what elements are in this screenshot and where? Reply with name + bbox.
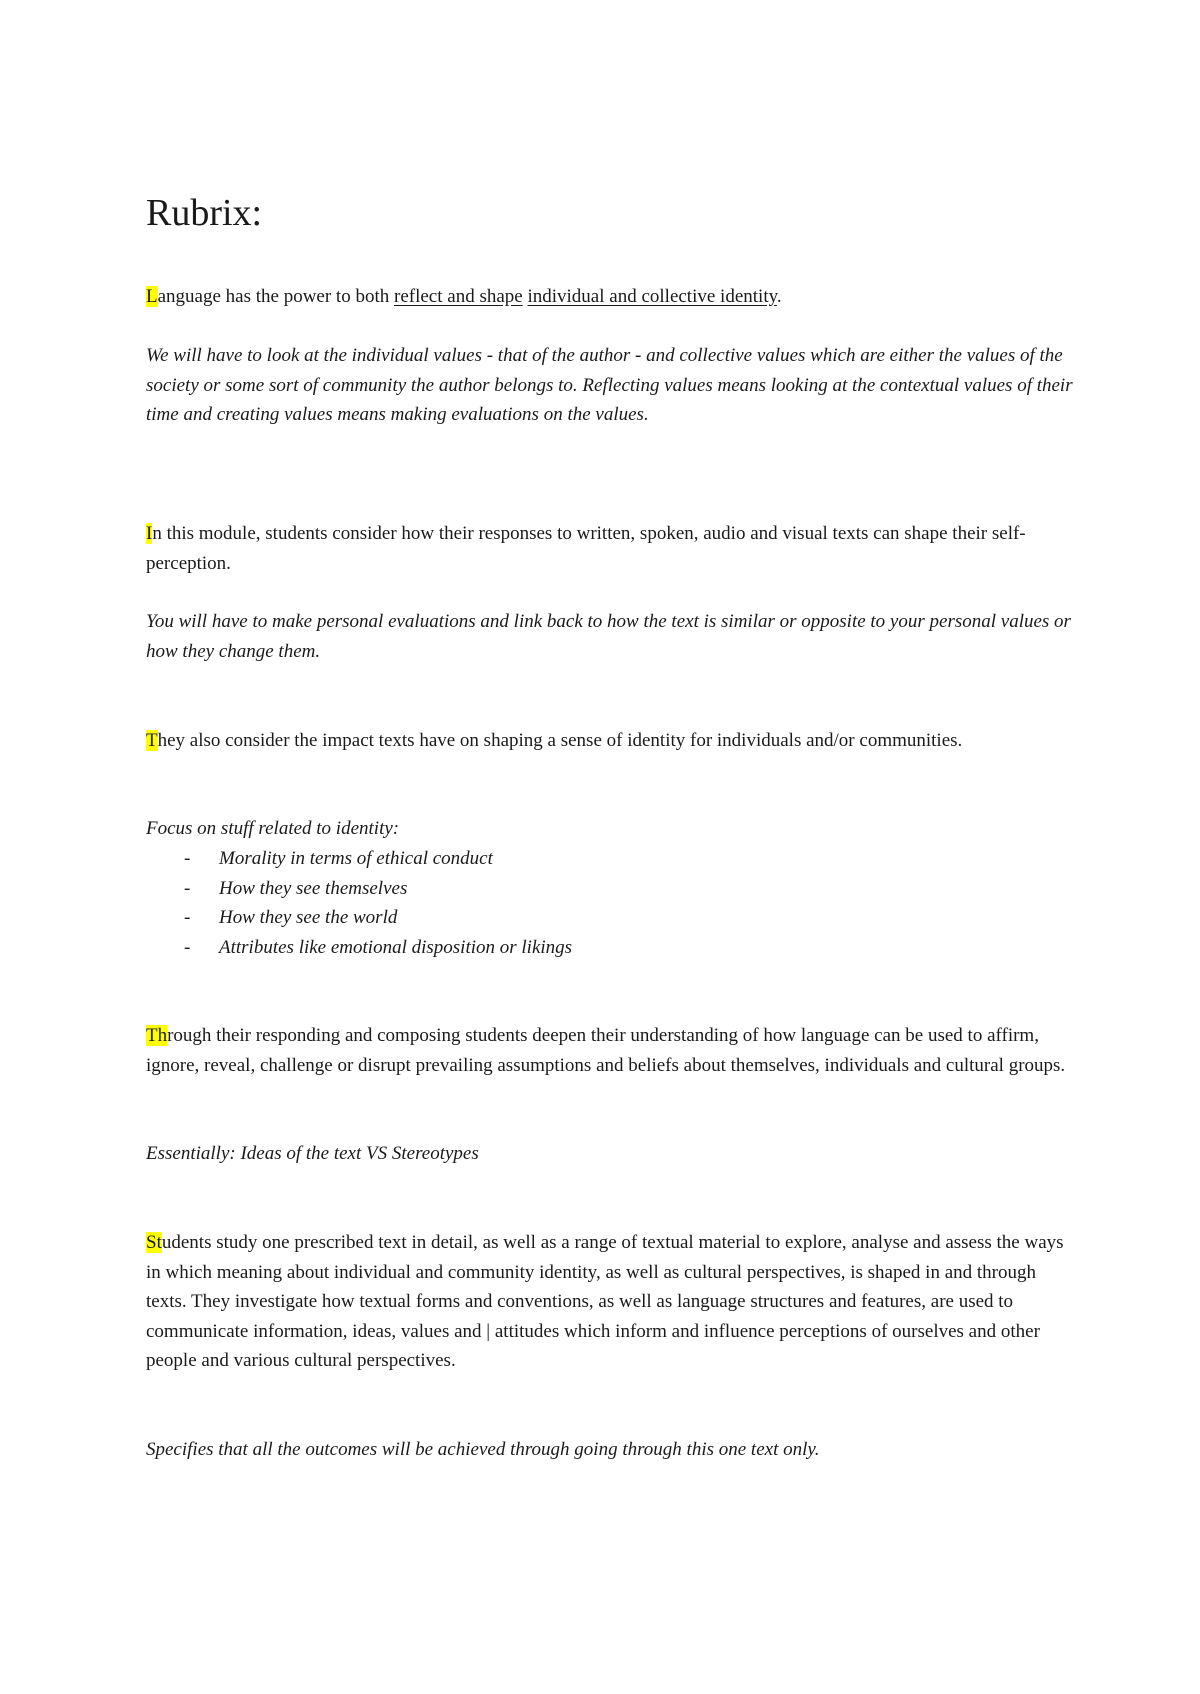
list-item-text: Attributes like emotional disposition or likings — [219, 936, 573, 958]
note-identity-lead: Focus on stuff related to identity: — [146, 818, 400, 839]
underlined-phrase-reflect-shape: reflect and shape — [394, 286, 523, 307]
paragraph-module — [146, 519, 1076, 578]
note-evaluations: You will have to make personal evaluations and link back to how the text is similar or opposite to your personal values or how they change them. — [146, 611, 1071, 662]
bullet-dash: - — [184, 848, 191, 869]
highlighted-initial: I — [146, 523, 153, 544]
note-outcomes: Specifies that all the outcomes will be achieved through going through this one text only. — [146, 1439, 820, 1460]
identity-bullet-list — [184, 844, 1064, 962]
highlighted-initial: Th — [146, 1025, 168, 1046]
underlined-phrase-identity: individual and collective identity — [527, 286, 777, 307]
paragraph-impact — [146, 726, 1076, 756]
highlighted-initial: T — [146, 730, 158, 751]
list-item-text: Morality in terms of ethical conduct — [219, 848, 493, 869]
paragraph-text: anguage has the power to both — [157, 286, 394, 307]
list-item — [184, 844, 1064, 874]
list-item-text: How they see the world — [219, 907, 398, 928]
paragraph-language — [146, 282, 1076, 312]
bullet-dash: - — [184, 936, 191, 958]
highlighted-initial: St — [146, 1232, 162, 1253]
paragraph-students-study — [146, 1228, 1076, 1376]
paragraph-text: . — [776, 286, 782, 307]
list-item-text: How they see themselves — [219, 877, 408, 899]
note-essentially: Essentially: Ideas of the text VS Stereotypes — [146, 1143, 479, 1164]
paragraph-text: n this module, students consider how their responses to written, spoken, audio and visual texts can shape their self-perception. — [146, 523, 1026, 574]
note-values: We will have to look at the individual values - that of the author - and collective values which are either the values of the society or some sort of community the author belongs to. Reflecting values means looking at the contextual values of their time and creating values means making evaluations on the values. — [146, 345, 1073, 425]
bullet-dash: - — [184, 907, 191, 928]
list-item — [184, 933, 1064, 963]
list-item — [184, 903, 1064, 933]
list-item — [184, 874, 1064, 904]
highlighted-initial: L — [146, 286, 158, 307]
paragraph-text: rough their responding and composing students deepen their understanding of how language can be used to affirm, ignore, reveal, challenge or disrupt prevailing assumptions and beliefs about themselves, individuals and cultural groups. — [146, 1025, 1066, 1076]
paragraph-text: udents study one prescribed text in detail, as well as a range of textual material to explore, analyse and assess the ways in which meaning about individual and community identity, as well as cultural perspectives, is shaped in and through texts. They investigate how textual forms and conventions, as well as language structures and features, are used to communicate information, ideas, values and | attitudes which inform and influence perceptions of ourselves and other people and various cultural perspectives. — [146, 1232, 1064, 1371]
document-title: Rubrix: — [146, 192, 263, 234]
paragraph-responding — [146, 1021, 1076, 1080]
paragraph-text: hey also consider the impact texts have on shaping a sense of identity for individuals and/or communities. — [157, 730, 963, 751]
bullet-dash: - — [184, 877, 191, 899]
